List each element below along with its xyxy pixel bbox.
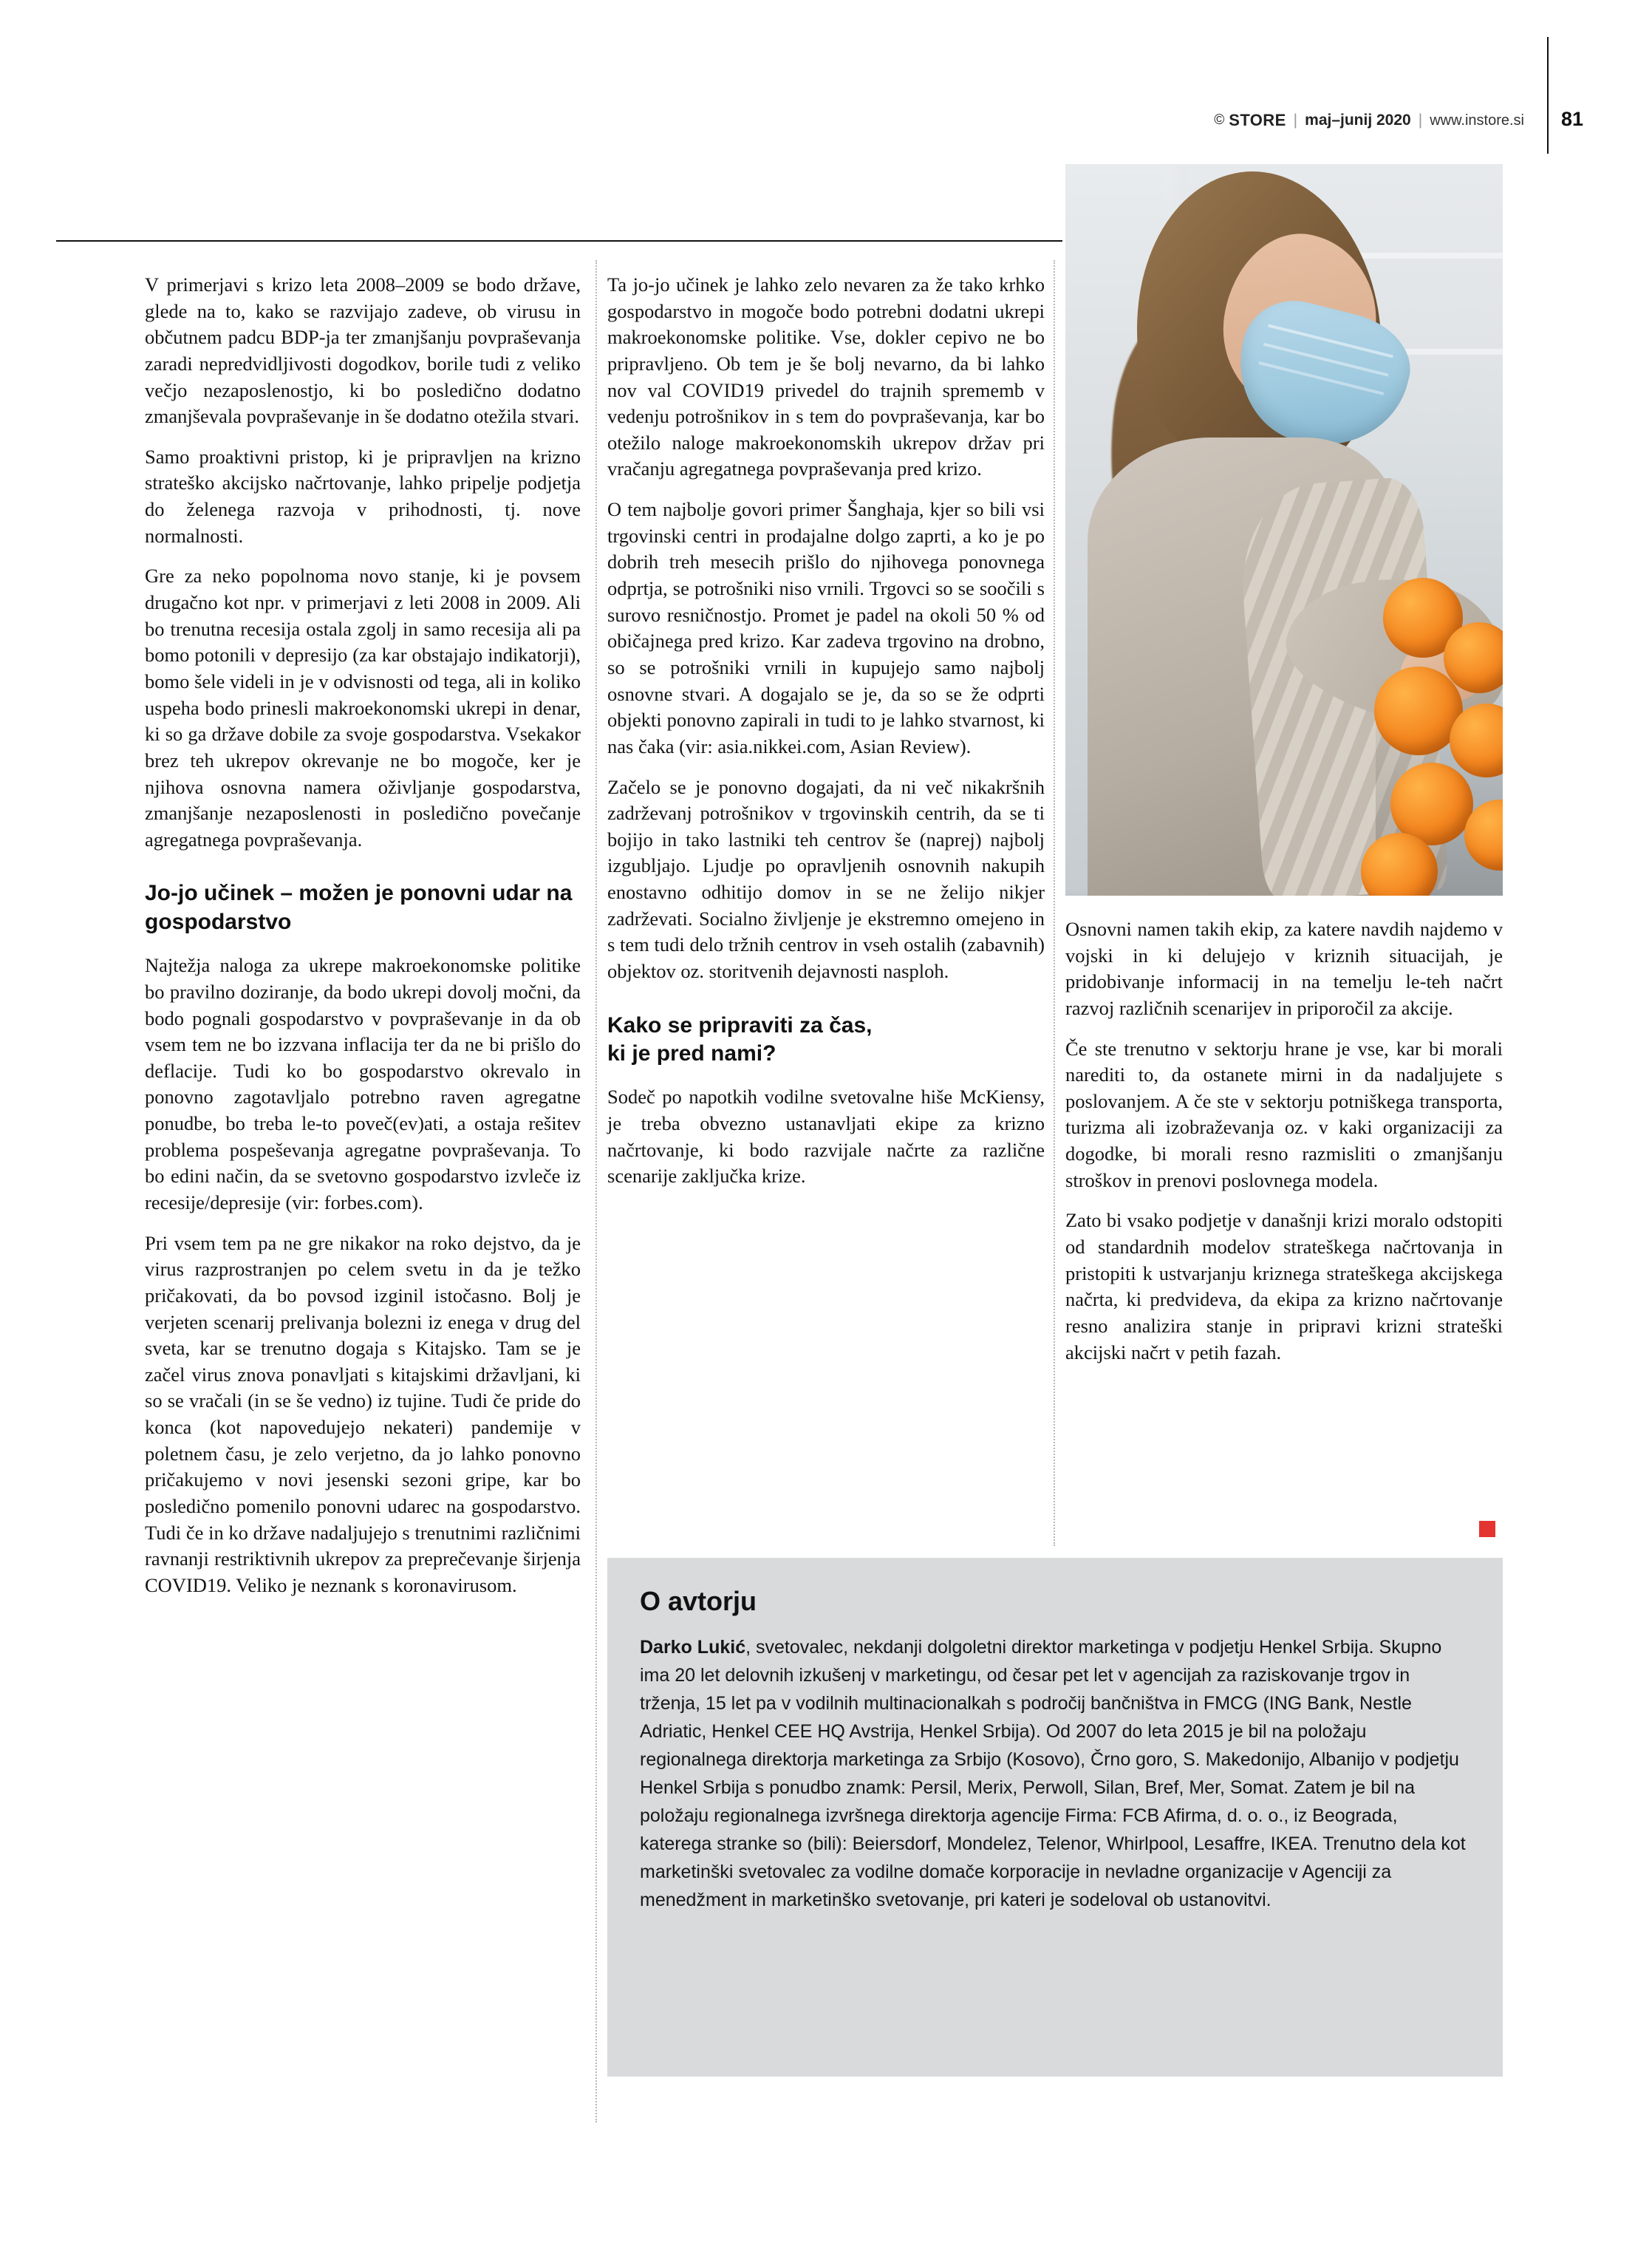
body-column-1	[145, 272, 581, 1599]
article-photo	[1065, 164, 1503, 896]
header-meta	[1214, 111, 1524, 130]
paragraph: Začelo se je ponovno dogajati, da ni več nikakršnih zadrževanj potrošnikov v trgovinskih centrih, da se ti bojijo in tako lastniki teh centrov še (naprej) najbolj izgubljajo. Ljudje po opravljenih osnovnih nakupih enostavno odhitijo domov in se ne želijo nikjer zadrževati. Socialno življenje je ekstremno omejeno in s tem tudi delo tržnih centrov in vseh ostalih (zabavnih) objektov oz. storitvenih dejavnosti nasploh.	[607, 775, 1045, 983]
paragraph: Osnovni namen takih ekip, za katere navdih najdemo v vojski in ki delujejo v kriznih situacijah, je pridobivanje informacij in na temelju le-teh načrt razvoj različnih scenarijev in priporočil za akcije.	[1065, 918, 1503, 1019]
magazine-brand: STORE	[1229, 111, 1286, 129]
header-vertical-rule	[1547, 37, 1549, 154]
paragraph: Samo proaktivni pristop, ki je pripravljen na krizno strateško akcijsko načrtovanje, lahko pripelje podjetja do želenega razvoja v prihodnosti, tj. nove normalnosti.	[145, 445, 581, 547]
website-url: www.instore.si	[1430, 112, 1524, 129]
body-column-3	[1065, 916, 1503, 1366]
body-column-2	[607, 272, 1045, 1190]
author-box-title: O avtorju	[640, 1586, 757, 1616]
end-of-article-marker	[1479, 1521, 1495, 1537]
copyright-icon: ©	[1214, 112, 1225, 128]
paragraph: Če ste trenutno v sektorju hrane je vse, kar bi morali narediti to, da ostanete mirni in da nadaljujete s poslovanjem. A če ste v sektorju potniškega transporta, turizma ali izobraževanja oz. v kaki organizaciji za dogodke, bi morali resno razmisliti o zmanjšanju stroškov in prenovi poslovnega modela.	[1065, 1037, 1503, 1191]
column-divider-1	[595, 260, 597, 2122]
author-box	[607, 1558, 1503, 2077]
header-separator-2: |	[1418, 112, 1423, 129]
paragraph: Gre za neko popolnoma novo stanje, ki je povsem drugačno kot npr. v primerjavi z leti 2008 in 2009. Ali bo trenutna recesija ostala zgolj in samo recesija ali pa bomo potonili v depresijo (za kar obstajajo indikatorji), bomo šele videli in je v odvisnosti od tega, ali in koliko uspeha bodo prinesli makroekonomski ukrepi in denar, ki so ga države dobile za svoje gospodarstva. Vsekakor brez teh ukrepov okrevanje ne bo mogoče, ker je njihova osnovna namera oživljanje gospodarstva, zmanjšanje nezaposlenosti in posledično povečanje agregatnega povpraševanja.	[145, 565, 581, 851]
author-bio-text: , svetovalec, nekdanji dolgoletni direktor marketinga v podjetju Henkel Srbija. Skupno ima 20 let delovnih izkušenj v marketingu, od česar pet let v agencijah za raziskovanje trgov in trženja, 15 let pa v vodilnih multinacionalkah s področij bančništva in FMCG (ING Bank, Nestle Adriatic, Henkel CEE HQ Avstrija, Henkel Srbija). Od 2007 do leta 2015 je bil na položaju regionalnega direktorja marketinga za Srbijo (Kosovo), Črno goro, S. Makedonijo, Albanijo v podjetju Henkel Srbija s ponudbo znamk: Persil, Merix, Perwoll, Silan, Bref, Mer, Somat. Zatem je bil na položaju regionalnega izvršnega direktorja agencije Firma: FCB Afirma, d. o. o., iz Beograda, katerega stranke so (bili): Beiersdorf, Mondelez, Telenor, Whirlpool, Lesaffre, IKEA. Trenutno dela kot marketinški svetovalec za vodilne domače korporacije in nevladne organizacije v Agenciji za menedžment in marketinško svetovanje, pri kateri je sodeloval ob ustanovitvi.	[640, 1637, 1466, 1910]
paragraph: V primerjavi s krizo leta 2008–2009 se bodo države, glede na to, kako se razvijajo zadeve, ob virusu in občutnem padcu BDP-ja ter zmanjšanju povpraševanja zaradi nepredvidljivosti dogodkov, borile tudi z veliko večjo nezaposlenostjo, ki bo posledično dodatno zmanjševala povpraševanje in še dodatno otežila stvari.	[145, 273, 581, 428]
paragraph: O tem najbolje govori primer Šanghaja, kjer so bili vsi trgovinski centri in prodajalne dolgo zaprti, a ko je po dobrih treh mesecih prišlo do njihovega ponovnega odprtja, se potrošniki niso vrnili. Trgovci so se soočili s surovo resničnostjo. Promet je padel na okoli 50 % od običajnega pred krizo. Kar zadeva trgovino na drobno, so se potrošniki vrnili in kupujejo samo najbolj osnovne stvari. A dogajalo se je, da so se že odprti objekti ponovno zapirali in tudi to je lahko stvarnost, ki nas čaka (vir: asia.nikkei.com, Asian Review).	[607, 498, 1045, 757]
section-subheading-2: Kako se pripraviti za čas, ki je pred nami?	[607, 1012, 873, 1066]
paragraph: Zato bi vsako podjetje v današnji krizi moralo odstopiti od standardnih modelov strateškega načrtovanja in pristopiti k ustvarjanju kriznega strateškega akcijskega načrta, ki predvideva, da ekipa za krizno načrtovanje resno analizira stanje in pripravi krizni strateški akcijski načrt v petih fazah.	[1065, 1209, 1503, 1363]
paragraph: Sodeč po napotkih vodilne svetovalne hiše McKiensy, je treba obvezno ustanavljati ekipe za krizno načrtovanje, ki bodo razvijale načrte za različne scenarije zaključka krize.	[607, 1086, 1045, 1188]
issue-date: maj–junij 2020	[1305, 112, 1411, 129]
section-subheading-1: Jo-jo učinek – možen je ponovni udar na gospodarstvo	[145, 881, 573, 934]
author-name: Darko Lukić	[640, 1637, 746, 1658]
paragraph: Pri vsem tem pa ne gre nikakor na roko dejstvo, da je virus razprostranjen po celem svetu in da je težko pričakovati, da bo povsod izginil istočasno. Bolj je verjeten scenarij prelivanja bolezni iz enega v drug del sveta, kar se trenutno dogaja s Kitajsko. Tam se je začel virus znova ponavljati s kitajskimi državljani, ki so se vračali (in se še vedno) iz tujine. Tudi če pride do konca (kot napovedujejo nekateri) pandemije v poletnem času, je zelo verjetno, da jo lahko ponovno pričakujemo v novi jesenski sezoni gripe, kar bo posledično pomenilo ponovni udarec na gospodarstvo. Tudi če in ko države nadaljujejo s trenutnimi različnimi ravnanji restriktivnih ukrepov za preprečevanje širjenja COVID19. Veliko je neznank s koronavirusom.	[145, 1231, 581, 1596]
page-header	[0, 108, 1635, 155]
paragraph: Najtežja naloga za ukrepe makroekonomske politike bo pravilno doziranje, da bodo ukrepi dovolj močni, da bodo pognali gospodarstvo v povpraševanje in da ob vsem tem ne bo izzvana inflacija ter da ne bi prišlo do deflacije. Tudi ko bo gospodarstvo okrevalo in ponovno zagotavljalo potrebno raven agregatne ponudbe, bo treba le-to poveč(ev)ati, a ostaja rešitev problema pospeševanja agregatne povpraševanja. To bo edini način, da se svetovno gospodarstvo izvleče iz recesije/depresije (vir: forbes.com).	[145, 954, 581, 1213]
page-number: 81	[1560, 108, 1583, 130]
author-bio	[640, 1633, 1470, 1914]
header-separator-1: |	[1293, 112, 1298, 129]
paragraph: Ta jo-jo učinek je lahko zelo nevaren za že tako krhko gospodarstvo in mogoče bodo potrebni dodatni ukrepi makroekonomske politike. Vse, dokler cepivo ne bo pripravljeno. Ob tem je še bolj nevarno, da bi lahko nov val COVID19 privedel do trajnih sprememb v vedenju potrošnikov in s tem do povpraševanja, kar bo otežilo naloge makroekonomskih ukrepov držav pri vračanju agregatnega povpraševanja pred krizo.	[607, 273, 1045, 480]
horizontal-rule	[56, 240, 1062, 242]
column-divider-2	[1054, 260, 1055, 1546]
